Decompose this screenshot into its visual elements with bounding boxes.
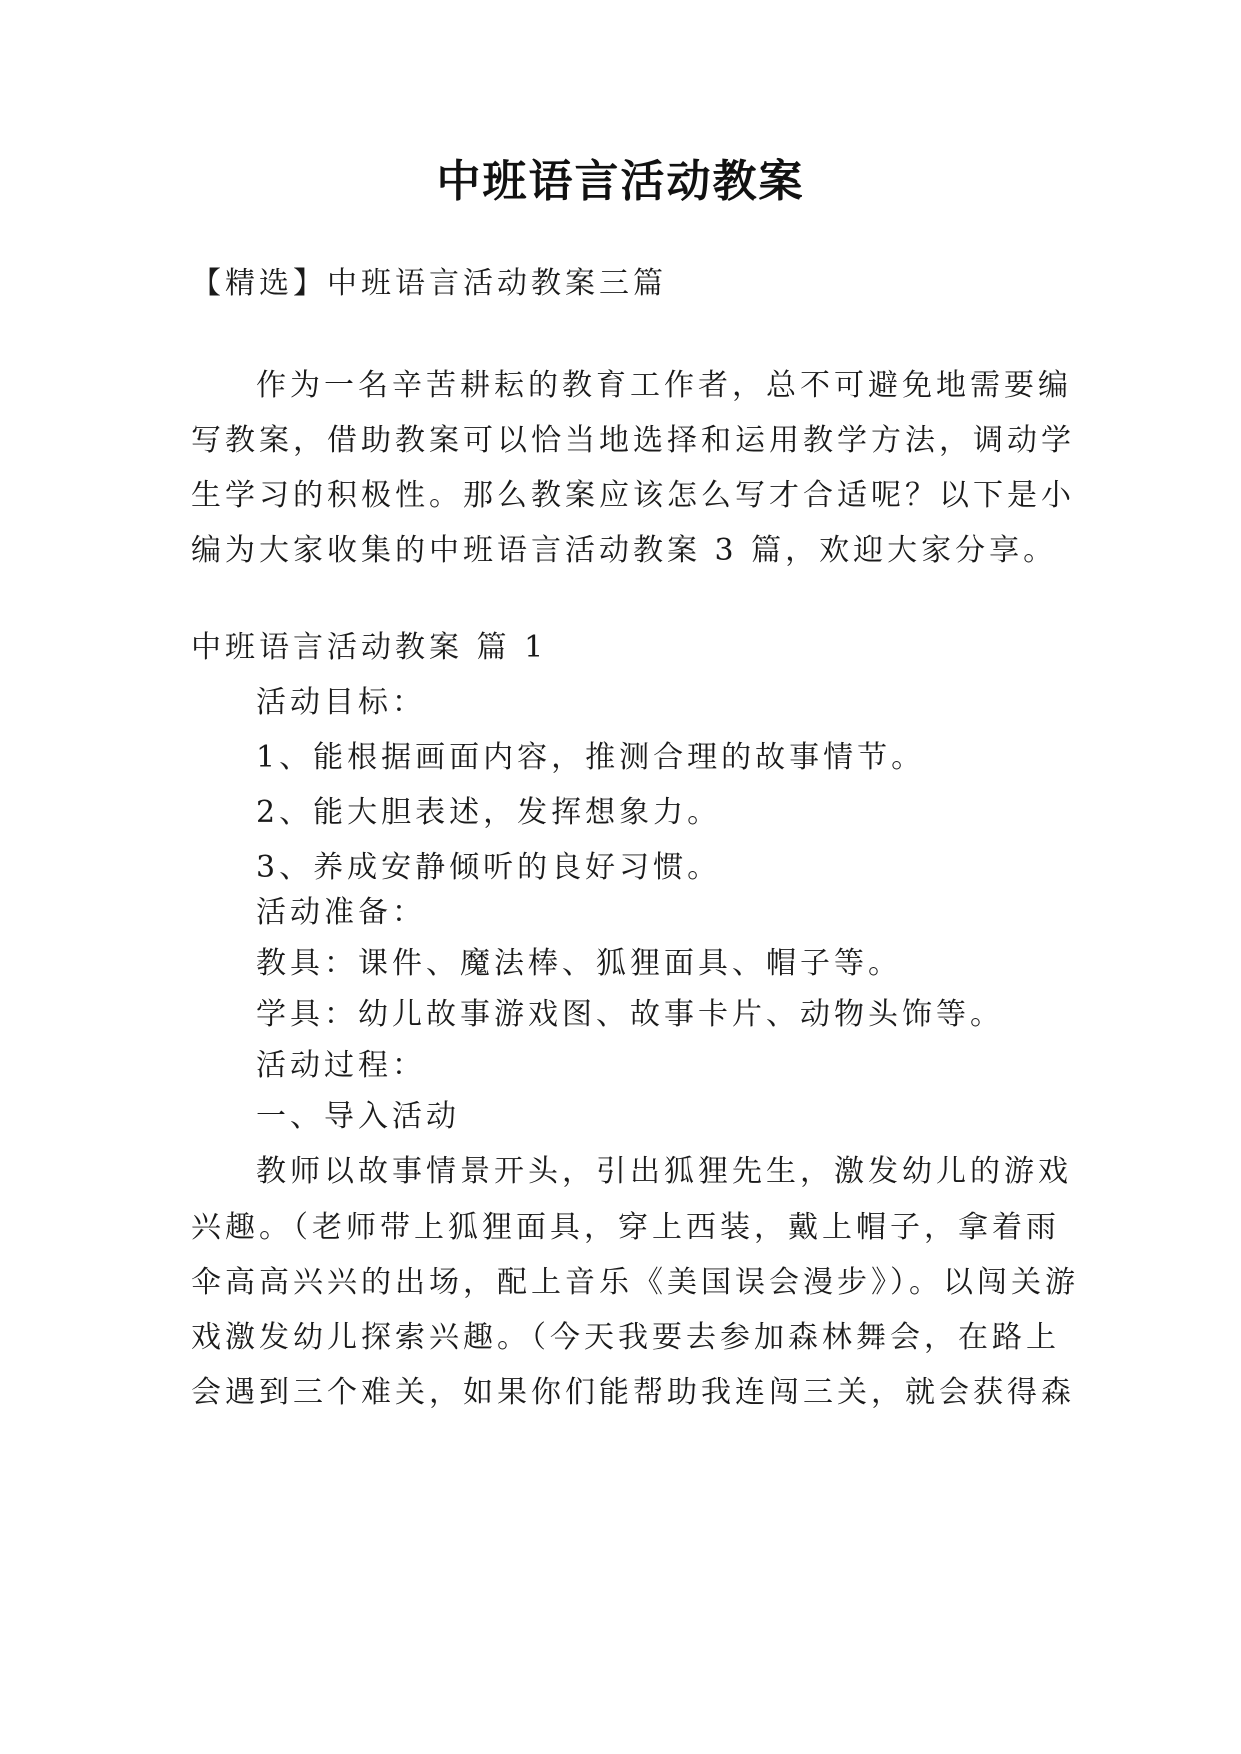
intro-line: 生学习的积极性。那么教案应该怎么写才合适呢？以下是小 (191, 478, 1075, 513)
objectives-label: 活动目标： (256, 685, 426, 720)
document-title: 中班语言活动教案 (436, 156, 805, 207)
step-body-line: 教师以故事情景开头，引出狐狸先生，激发幼儿的游戏 (256, 1154, 1072, 1189)
intro-line: 作为一名辛苦耕耘的教育工作者，总不可避免地需要编 (256, 368, 1072, 403)
teaching-aids: 教具：课件、魔法棒、狐狸面具、帽子等。 (256, 946, 902, 981)
objective-item: 3、养成安静倾听的良好习惯。 (256, 850, 722, 885)
document-subtitle: 【精选】中班语言活动教案三篇 (191, 266, 667, 301)
objective-item: 2、能大胆表述，发挥想象力。 (256, 795, 722, 830)
step-body-line: 戏激发幼儿探索兴趣。（今天我要去参加森林舞会，在路上 (191, 1320, 1060, 1355)
intro-line: 写教案，借助教案可以恰当地选择和运用教学方法，调动学 (191, 423, 1075, 458)
intro-line: 编为大家收集的中班语言活动教案 3 篇，欢迎大家分享。 (191, 533, 1058, 568)
process-label: 活动过程： (256, 1048, 426, 1083)
step-heading: 一、导入活动 (256, 1099, 460, 1134)
section-heading: 中班语言活动教案 篇 1 (191, 630, 548, 665)
step-body-line: 会遇到三个难关，如果你们能帮助我连闯三关，就会获得森 (191, 1375, 1075, 1410)
objective-item: 1、能根据画面内容，推测合理的故事情节。 (256, 740, 926, 775)
learning-aids: 学具：幼儿故事游戏图、故事卡片、动物头饰等。 (256, 997, 1004, 1032)
step-body-line: 伞高高兴兴的出场，配上音乐《美国误会漫步》）。以闯关游 (191, 1265, 1079, 1300)
step-body-line: 兴趣。（老师带上狐狸面具，穿上西装，戴上帽子，拿着雨 (191, 1210, 1060, 1245)
preparation-label: 活动准备： (256, 895, 426, 930)
